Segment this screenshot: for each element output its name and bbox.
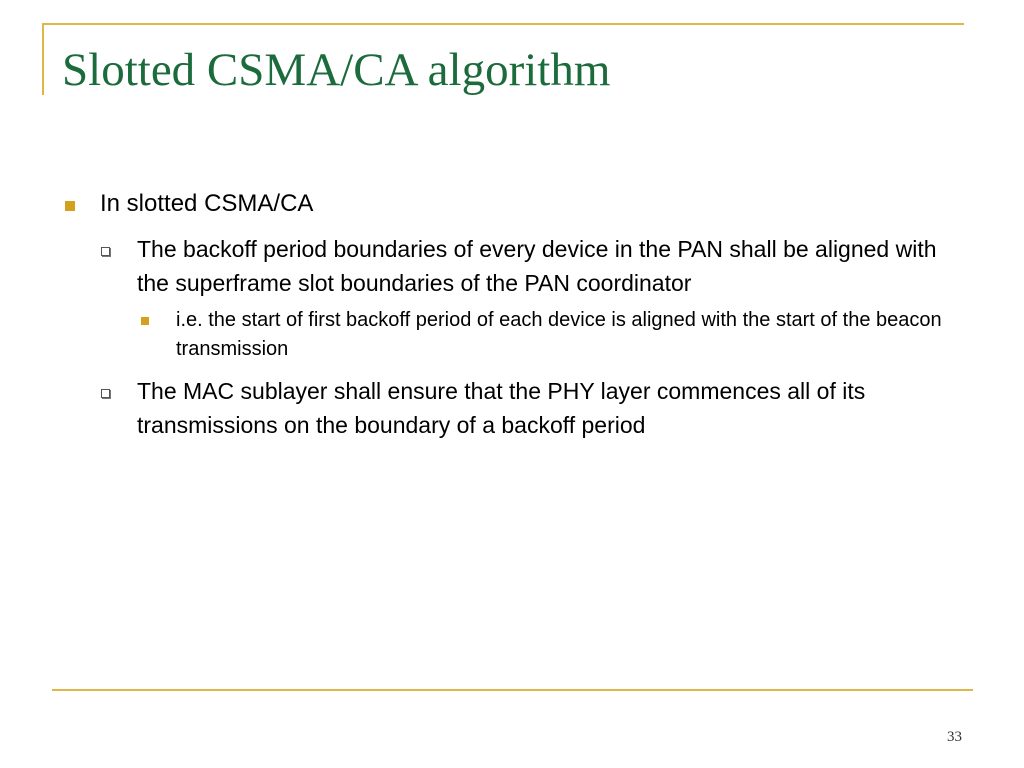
- bullet-level-2: [62, 374, 942, 442]
- left-frame-line: [42, 23, 44, 95]
- bullet-level-3: [62, 306, 942, 364]
- slide-title: Slotted CSMA/CA algorithm: [62, 44, 611, 96]
- bullet-level-1: [62, 186, 942, 222]
- hollow-square-bullet-icon: [101, 389, 110, 398]
- bullet-text: The MAC sublayer shall ensure that the PHY layer commences all of its transmissions on the boundary of a backoff period: [137, 378, 866, 438]
- footer-divider: [52, 689, 973, 691]
- top-frame-line: [42, 23, 964, 25]
- hollow-square-bullet-icon: [101, 247, 110, 256]
- bullet-text: In slotted CSMA/CA: [100, 190, 314, 217]
- bullet-text: The backoff period boundaries of every device in the PAN shall be aligned with the superframe slot boundaries of the PAN coordinator: [137, 236, 937, 296]
- bullet-level-2: [62, 232, 942, 300]
- square-bullet-icon: [65, 201, 75, 211]
- bullet-text: i.e. the start of first backoff period of each device is aligned with the start of the beacon transmission: [176, 309, 942, 360]
- bullet-list: [62, 186, 942, 442]
- page-number: 33: [947, 729, 962, 745]
- square-bullet-icon: [141, 317, 149, 325]
